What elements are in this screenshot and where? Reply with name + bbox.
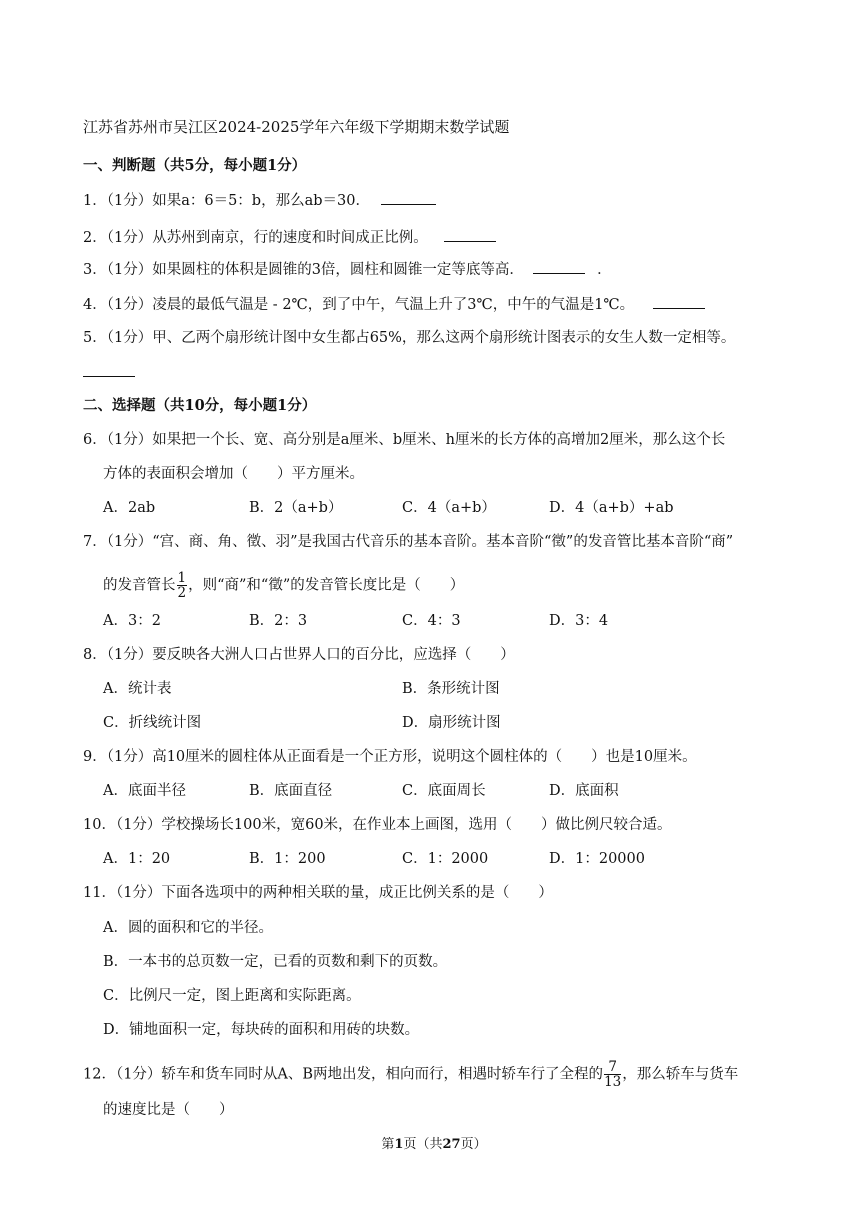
fraction-denominator: 2 [177, 585, 187, 601]
question-1 [83, 190, 436, 211]
answer-blank[interactable] [533, 259, 585, 274]
question-10: 10．（1分）学校操场长100米，宽60米，在作业本上画图，选用（ ）做比例尺较合适。 [83, 817, 672, 833]
question-6-line1: 6．（1分）如果把一个长、宽、高分别是a厘米、b厘米、h厘米的长方体的高增加2厘米，那么这个长 [83, 432, 726, 448]
exam-title: 江苏省苏州市吴江区2024-2025学年六年级下学期期末数学试题 [83, 118, 510, 136]
question-11: 11．（1分）下面各选项中的两种相关联的量，成正比例关系的是（ ） [83, 885, 553, 901]
section1-heading: 一、判断题（共5分，每小题1分） [83, 157, 307, 174]
option-b[interactable]: B．2：3 [249, 613, 308, 629]
option-b[interactable]: B．条形统计图 [402, 681, 500, 697]
option-d[interactable]: D．底面积 [549, 783, 619, 799]
fraction [604, 1060, 621, 1089]
fraction [177, 571, 188, 600]
answer-blank[interactable] [444, 227, 496, 242]
page-footer [0, 1135, 868, 1155]
question-7-line2 [103, 571, 464, 600]
question-2-text: 2．（1分）从苏州到南京，行的速度和时间成正比例。 [83, 230, 428, 246]
option-d[interactable]: D．1：20000 [549, 851, 645, 867]
option-d[interactable]: D．铺地面积一定，每块砖的面积和用砖的块数。 [103, 1022, 420, 1038]
question-7-text-pre: 的发音管长 [103, 577, 176, 594]
option-d[interactable]: D．4（a+b）+ab [549, 500, 674, 516]
question-5-answer [83, 362, 135, 383]
answer-blank[interactable] [381, 190, 436, 205]
option-c[interactable]: C．1：2000 [402, 851, 489, 867]
current-page-number: 1 [394, 1137, 404, 1152]
question-4 [83, 294, 705, 315]
option-c[interactable]: C．比例尺一定，图上距离和实际距离。 [103, 988, 361, 1004]
answer-blank[interactable] [653, 294, 705, 309]
fraction-numerator: 1 [177, 570, 187, 586]
footer-text: 第 [381, 1137, 395, 1152]
question-3 [83, 259, 612, 280]
option-a[interactable]: A．底面半径 [103, 783, 186, 799]
question-7-text-post: ，则“商”和“徵”的发音管长度比是（ ） [188, 577, 465, 594]
option-b[interactable]: B．底面直径 [249, 783, 333, 799]
question-2 [83, 227, 496, 248]
answer-blank[interactable] [83, 362, 135, 377]
total-page-number: 27 [442, 1137, 461, 1152]
option-a[interactable]: A．3：2 [103, 613, 161, 629]
option-b[interactable]: B．2（a+b） [249, 500, 343, 516]
question-5 [83, 328, 735, 348]
question-12-line2: 的速度比是（ ） [103, 1102, 234, 1118]
fraction-denominator: 13 [604, 1074, 622, 1090]
option-a[interactable]: A．统计表 [103, 681, 172, 697]
footer-text: 页（共 [403, 1137, 443, 1152]
option-b[interactable]: B．一本书的总页数一定，已看的页数和剩下的页数。 [103, 954, 448, 970]
section2-heading: 二、选择题（共10分，每小题1分） [83, 397, 317, 414]
question-7-line1: 7．（1分）“宫、商、角、徵、羽”是我国古代音乐的基本音阶。基本音阶“徵”的发音管比基本音阶“商” [83, 534, 734, 550]
question-12-text-pre: 12．（1分）轿车和货车同时从A、B两地出发，相向而行，相遇时轿车行了全程的 [83, 1066, 604, 1083]
option-d[interactable]: D．扇形统计图 [402, 715, 501, 731]
question-9: 9．（1分）高10厘米的圆柱体从正面看是一个正方形，说明这个圆柱体的（ ）也是10厘米。 [83, 749, 697, 765]
option-a[interactable]: A．圆的面积和它的半径。 [103, 920, 273, 936]
option-d[interactable]: D．3：4 [549, 613, 609, 629]
question-4-text: 4．（1分）凌晨的最低气温是 - 2℃，到了中午，气温上升了3℃，中午的气温是1℃。 [83, 297, 635, 313]
question-12-text-post: ，那么轿车与货车 [622, 1066, 739, 1083]
fraction-numerator: 7 [604, 1060, 621, 1075]
option-c[interactable]: C．4：3 [402, 613, 461, 629]
question-6-line2: 方体的表面积会增加（ ）平方厘米。 [103, 466, 364, 482]
question-1-text: 1．（1分）如果a：6＝5：b，那么ab＝30． [83, 193, 370, 209]
question-3-text: 3．（1分）如果圆柱的体积是圆锥的3倍，圆柱和圆锥一定等底等高． [83, 262, 524, 278]
option-a[interactable]: A．1：20 [103, 851, 171, 867]
question-3-end: ． [597, 262, 612, 278]
question-5-text: 5．（1分）甲、乙两个扇形统计图中女生都占65%，那么这两个扇形统计图表示的女生人数一定相等。 [83, 330, 736, 346]
option-c[interactable]: C．底面周长 [402, 783, 486, 799]
footer-text: 页） [460, 1137, 487, 1152]
option-b[interactable]: B．1：200 [249, 851, 326, 867]
option-c[interactable]: C．4（a+b） [402, 500, 496, 516]
option-a[interactable]: A．2ab [103, 500, 156, 516]
question-12-line1 [83, 1060, 738, 1089]
option-c[interactable]: C．折线统计图 [103, 715, 202, 731]
question-8: 8．（1分）要反映各大洲人口占世界人口的百分比，应选择（ ） [83, 647, 515, 663]
